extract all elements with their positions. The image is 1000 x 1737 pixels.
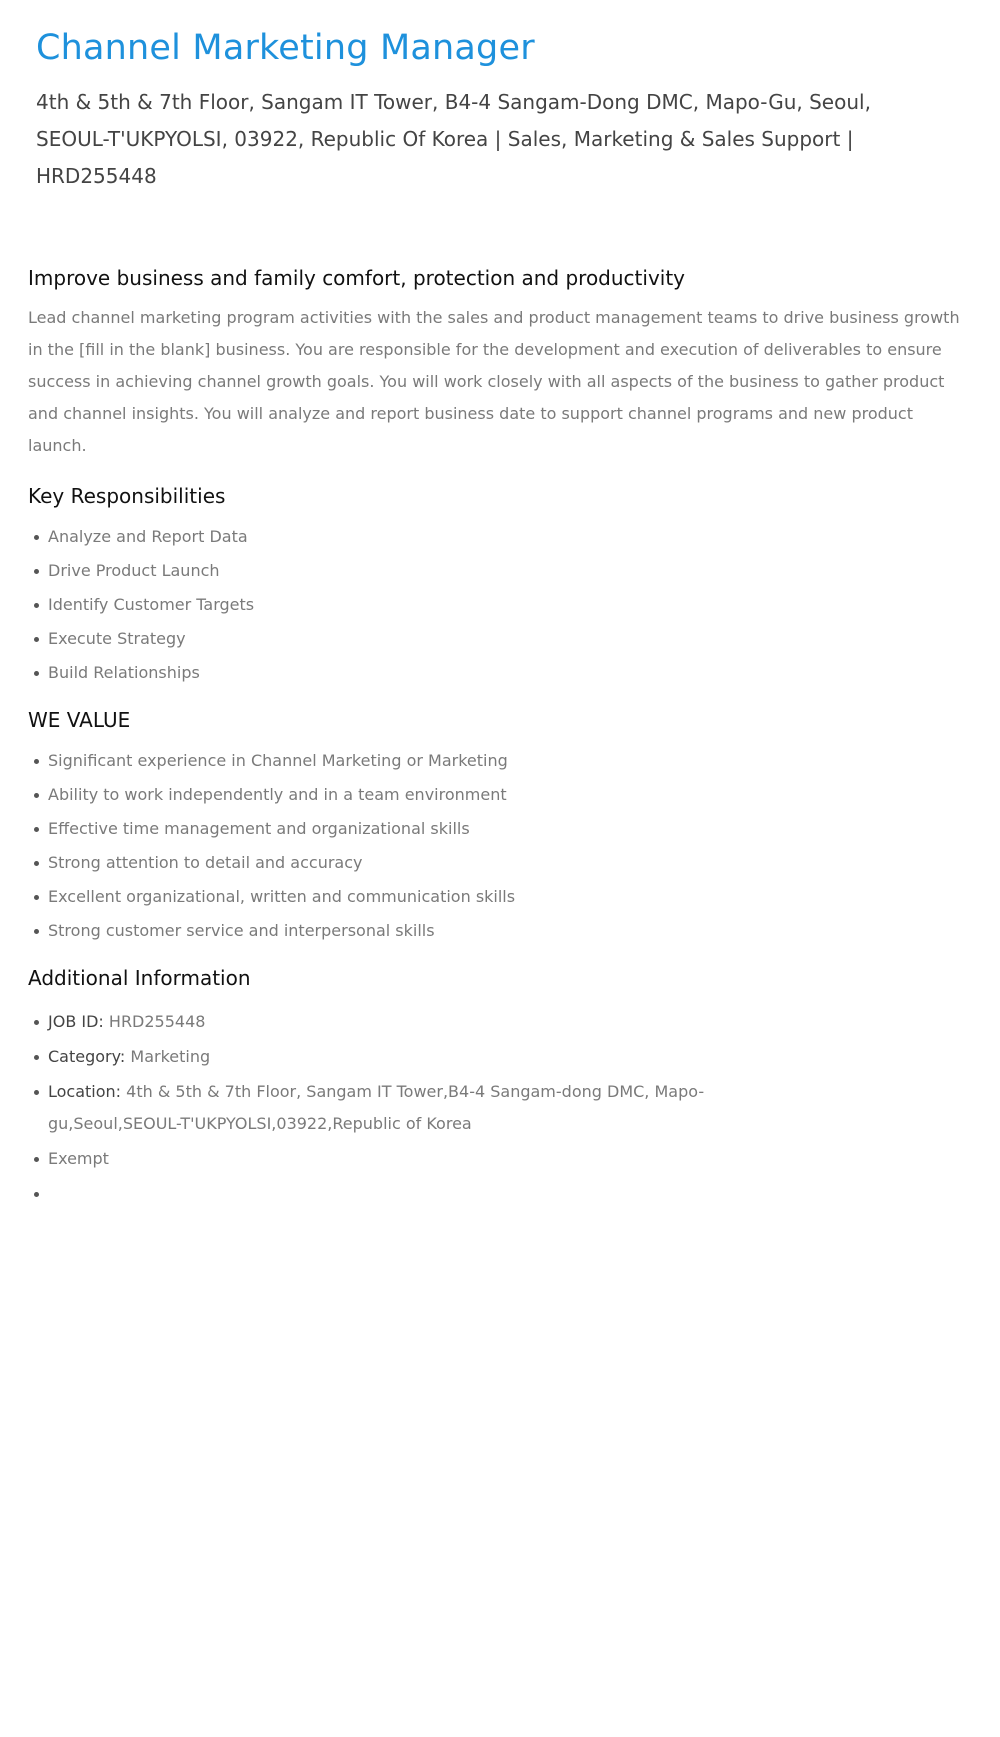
list-item: Execute Strategy [28,622,972,656]
category-value: Marketing [130,1047,211,1066]
location-value: 4th & 5th & 7th Floor, Sangam IT Tower,B4-4 Sangam-dong DMC, Mapo-gu,Seoul,SEOUL-T'UKPYOLSI,03922,Republic of Korea [48,1082,705,1133]
intro-heading: Improve business and family comfort, protection and productivity [28,266,686,290]
job-title: Channel Marketing Manager [36,28,535,68]
intro-text: Lead channel marketing program activities with the sales and product management teams to drive business growth in the [fill in the blank] business. You are responsible for the development and execution of deliverables to ensure success in achieving channel growth goals. You will work closely with all aspects of the business to gather product and channel insights. You will analyze and report business date to support channel programs and new product launch. [28,308,960,455]
empty-list-item [28,1178,828,1210]
job-description [0,264,1000,1210]
list-item: Analyze and Report Data [28,520,972,554]
job-id-value: HRD255448 [108,1012,206,1031]
job-id-item [28,1006,828,1038]
category-item [28,1041,828,1073]
additional-info-list [28,1006,972,1210]
list-item: Drive Product Launch [28,554,972,588]
list-item: Ability to work independently and in a team environment [28,778,972,812]
responsibilities-heading: Key Responsibilities [28,484,226,508]
category-label: Category: [48,1047,126,1066]
list-item: Identify Customer Targets [28,588,972,622]
job-meta: 4th & 5th & 7th Floor, Sangam IT Tower, B4-4 Sangam-Dong DMC, Mapo-Gu, Seoul, SEOUL-T'UKPYOLSI, 03922, Republic Of Korea | Sales, Marketing & Sales Support | HRD255448 [36,90,871,188]
list-item: Strong customer service and interpersonal skills [28,914,972,948]
list-item: Build Relationships [28,656,972,690]
location-item [28,1076,828,1140]
job-id-label: JOB ID: [48,1012,104,1031]
list-item: Effective time management and organizational skills [28,812,972,846]
responsibilities-list [28,520,972,690]
we-value-heading: WE VALUE [28,708,131,732]
list-item: Excellent organizational, written and communication skills [28,880,972,914]
additional-info-heading: Additional Information [28,966,251,990]
exempt-item: Exempt [28,1143,828,1175]
job-header [0,0,1000,195]
we-value-list [28,744,972,948]
list-item: Significant experience in Channel Marketing or Marketing [28,744,972,778]
list-item: Strong attention to detail and accuracy [28,846,972,880]
location-label: Location: [48,1082,122,1101]
